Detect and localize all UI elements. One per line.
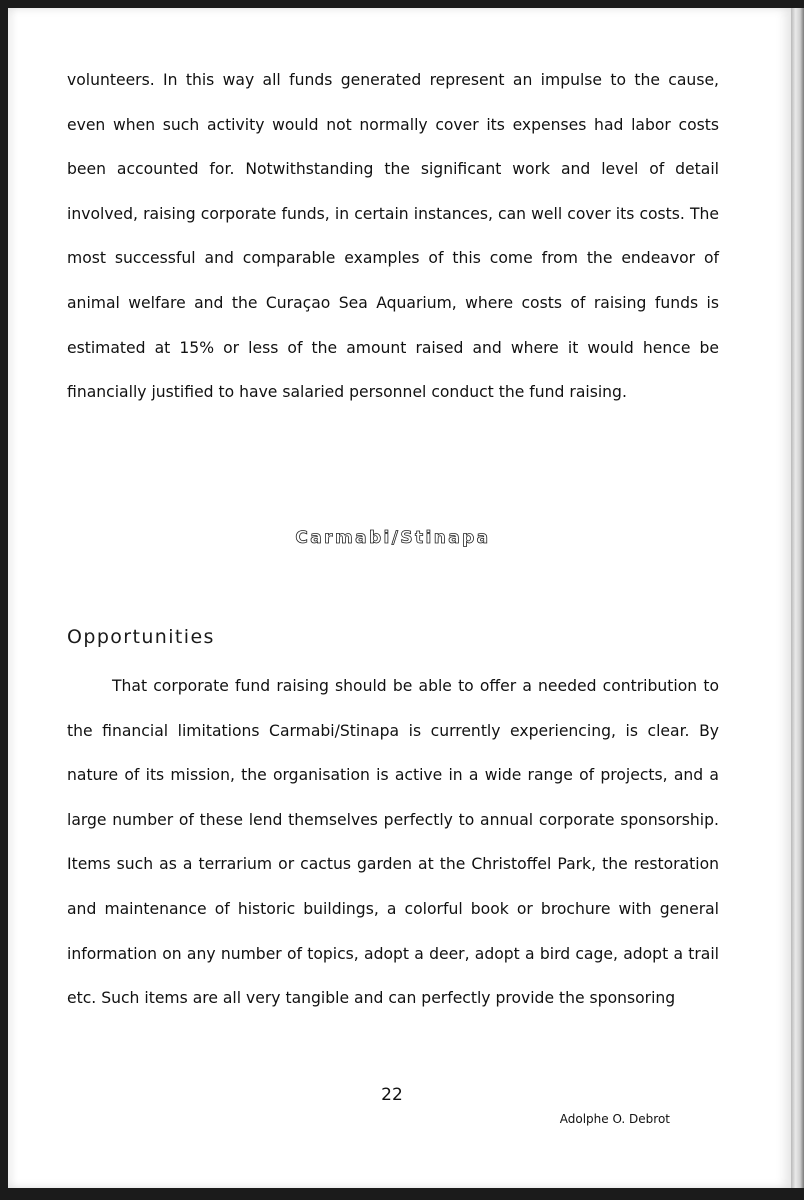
page-number: 22 [381,1085,403,1105]
author-name: Adolphe O. Debrot [559,1112,670,1126]
body-paragraph-2: That corporate fund raising should be able to offer a needed contribution to the financial limitations Carmabi/Stinapa is currently experiencing, is clear. By nature of its mission, the organisation is active in a wide range of projects, and a large number of these lend themselves perfectly to annual corporate sponsorship. Items such as a terrarium or cactus garden at the Christoffel Park, the restoration and maintenance of historic buildings, a colorful book or brochure with general information on any number of topics, adopt a deer, adopt a bird cage, adopt a trail etc. Such items are all very tangible and can perfectly provide the sponsoring [67,677,719,1008]
section-title: Carmabi/Stinapa [295,528,491,548]
body-paragraph-1: volunteers. In this way all funds generated represent an impulse to the cause, even when such activity would not normally cover its expenses had labor costs been accounted for. Notwithstanding the significant work and level of detail involved, raising corporate funds, in certain instances, can well cover its costs. The most successful and comparable examples of this come from the endeavor of animal welfare and the Curaçao Sea Aquarium, where costs of raising funds is estimated at 15% or less of the amount raised and where it would hence be financially justified to have salaried personnel conduct the fund raising. [67,71,719,402]
page-edge [791,8,804,1188]
subheading: Opportunities [67,626,215,648]
